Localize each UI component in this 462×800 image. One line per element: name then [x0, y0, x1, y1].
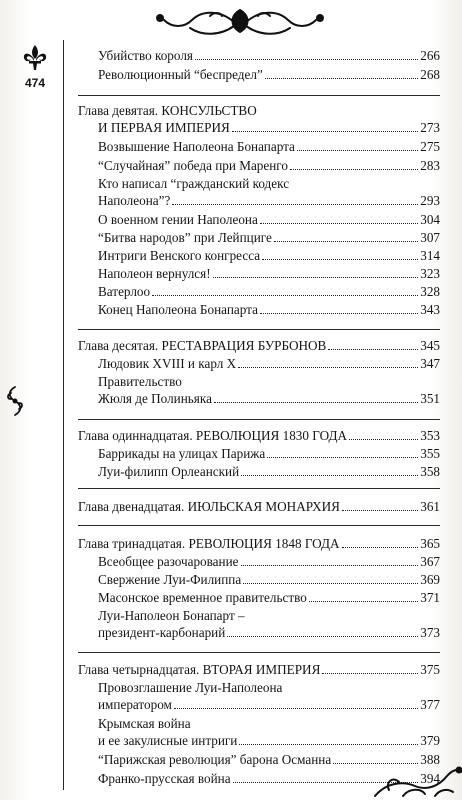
margin-rule [63, 40, 64, 790]
toc-entry: Баррикады на улицах Парижа 355 [98, 446, 440, 461]
toc-entry: “Парижская революция” барона Османна 388 [98, 752, 440, 767]
toc-entry: Франко-прусская война 394 [98, 771, 440, 786]
toc-entry: Правительство Жюля де Полиньяка 351 [98, 374, 440, 406]
toc-entry: “Случайная” победа при Маренго 283 [98, 158, 440, 173]
toc-entry: “Битва народов” при Лейпциге 307 [98, 230, 440, 245]
fleur-de-lis-icon [22, 44, 48, 72]
toc-entry: Всеобщее разочарование 367 [98, 554, 440, 569]
toc-entry: Интриги Венского конгресса 314 [98, 248, 440, 263]
top-ornament-icon [150, 6, 330, 38]
toc-entry: Масонское временное правительство 371 [98, 590, 440, 605]
section-divider [78, 95, 440, 96]
toc-entry: Свержение Луи-Филиппа 369 [98, 572, 440, 587]
toc-chapter: Глава одиннадцатая. РЕВОЛЮЦИЯ 1830 ГОДА 353 [78, 428, 440, 443]
toc-entry: Провозглашение Луи-Наполеона императором 377 [98, 680, 440, 712]
side-ornament-icon [4, 385, 26, 417]
section-divider [78, 419, 440, 420]
section-divider [78, 488, 440, 489]
toc-entry: Убийство короля 266 [98, 48, 440, 63]
toc-entry: О военном гении Наполеона 304 [98, 212, 440, 227]
toc-entry: Ватерлоо 328 [98, 284, 440, 299]
section-divider [78, 652, 440, 653]
toc-entry: Крымская война и ее закулисные интриги 379 [98, 716, 440, 748]
toc-entry: Возвышение Наполеона Бонапарта 275 [98, 139, 440, 154]
corner-ornament-icon [355, 760, 462, 800]
toc-entry: Луи-филипп Орлеанский 358 [98, 464, 440, 479]
toc-entry: Наполеон вернулся! 323 [98, 266, 440, 281]
toc-chapter: Глава четырнадцатая. ВТОРАЯ ИМПЕРИЯ 375 [78, 662, 440, 677]
toc-entry: Луи-Наполеон Бонапарт – президент-карбонарий 373 [98, 608, 440, 640]
toc-chapter: Глава девятая. КОНСУЛЬСТВО И ПЕРВАЯ ИМПЕРИЯ 273 [78, 103, 440, 135]
toc-entry: Кто написал “гражданский кодекс Наполеона”? 293 [98, 176, 440, 208]
toc-chapter: Глава тринадцатая. РЕВОЛЮЦИЯ 1848 ГОДА 365 [78, 536, 440, 551]
toc-entry: Революционный “беспредел” 268 [98, 67, 440, 82]
section-divider [78, 329, 440, 330]
toc-chapter: Глава десятая. РЕСТАВРАЦИЯ БУРБОНОВ 345 [78, 338, 440, 353]
page-number: 474 [24, 76, 46, 90]
toc-entry: Конец Наполеона Бонапарта 343 [98, 302, 440, 317]
section-divider [78, 525, 440, 526]
toc-chapter: Глава двенадцатая. ИЮЛЬСКАЯ МОНАРХИЯ 361 [78, 499, 440, 514]
toc-entry: Людовик XVIII и карл X 347 [98, 356, 440, 371]
